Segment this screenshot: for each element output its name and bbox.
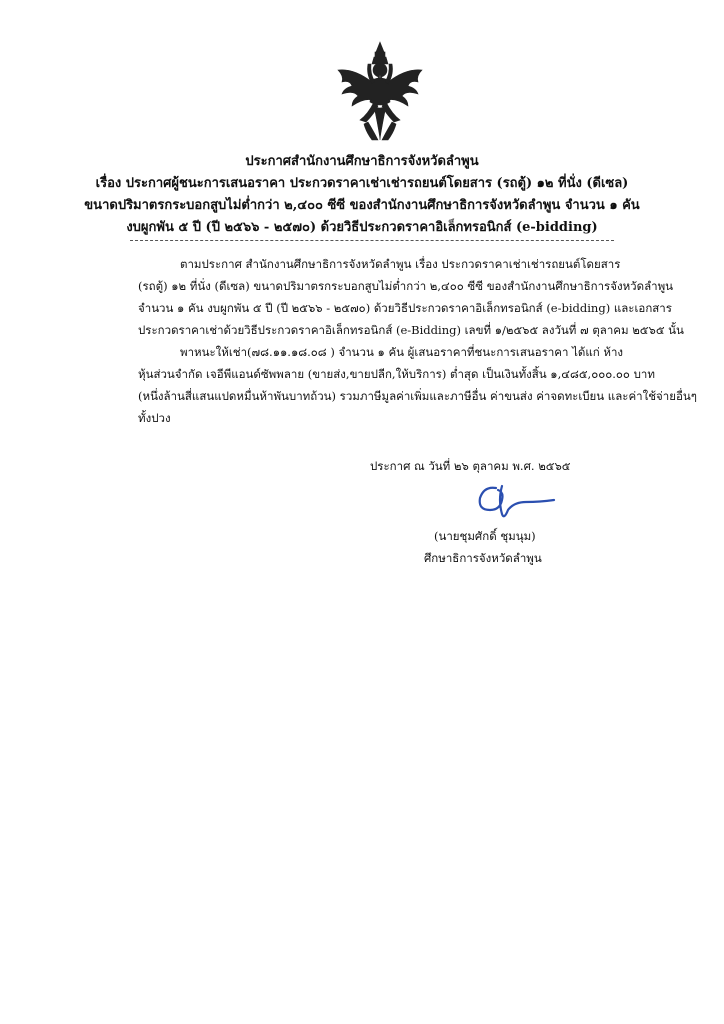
- signer-name: (นายชุมศักดิ์ ชุมนุม): [434, 529, 536, 543]
- announcement-title: ประกาศสำนักงานศึกษาธิการจังหวัดลำพูน: [245, 154, 479, 169]
- body-line: หุ้นส่วนจำกัด เจอีพีแอนด์ซัพพลาย (ขายส่ง,ขายปลีก,ให้บริการ) ต่ำสุด เป็นเงินทั้งสิ้น ๑,๔๘๕,๐๐๐.๐๐ บาท: [138, 367, 655, 381]
- garuda-emblem-icon: [330, 40, 430, 144]
- announcement-subject: เรื่อง ประกาศผู้ชนะการเสนอราคา ประกวดราคาเช่าเช่ารถยนต์โดยสาร (รถตู้) ๑๒ ที่นั่ง (ดีเซล): [95, 176, 629, 191]
- announcement-subject-cont-2: งบผูกพัน ๕ ปี (ปี ๒๕๖๖ - ๒๕๗๐) ด้วยวิธีประกวดราคาอิเล็กทรอนิกส์ (e-bidding): [126, 220, 598, 235]
- body-line: (หนึ่งล้านสี่แสนแปดหมื่นห้าพันบาทถ้วน) รวมภาษีมูลค่าเพิ่มและภาษีอื่น ค่าขนส่ง ค่าจดทะเบียน และค่าใช้จ่ายอื่นๆ: [138, 389, 697, 403]
- announcement-date: ประกาศ ณ วันที่ ๒๖ ตุลาคม พ.ศ. ๒๕๖๕: [370, 459, 571, 473]
- body-line: ประกวดราคาเช่าด้วยวิธีประกวดราคาอิเล็กทรอนิกส์ (e-Bidding) เลขที่ ๑/๒๕๖๕ ลงวันที่ ๗ ตุลาคม ๒๕๖๕ นั้น: [138, 323, 684, 337]
- body-line: พาหนะให้เช่า(๗๘.๑๑.๑๘.๐๘ ) จำนวน ๑ คัน ผู้เสนอราคาที่ชนะการเสนอราคา ได้แก่ ห้าง: [180, 345, 624, 359]
- header-divider: [130, 240, 614, 241]
- announcement-subject-cont-1: ขนาดปริมาตรกระบอกสูบไม่ต่ำกว่า ๒,๔๐๐ ซีซี ของสำนักงานศึกษาธิการจังหวัดลำพูน จำนวน ๑ คัน: [84, 198, 640, 213]
- signer-title: ศึกษาธิการจังหวัดลำพูน: [424, 551, 542, 565]
- body-line: ทั้งปวง: [138, 411, 171, 425]
- signature-icon: [468, 480, 558, 522]
- body-line: ตามประกาศ สำนักงานศึกษาธิการจังหวัดลำพูน เรื่อง ประกวดราคาเช่าเช่ารถยนต์โดยสาร: [180, 257, 621, 271]
- body-line: จำนวน ๑ คัน งบผูกพัน ๕ ปี (ปี ๒๕๖๖ - ๒๕๗๐) ด้วยวิธีประกวดราคาอิเล็กทรอนิกส์ (e-bidding) และเอกสาร: [138, 301, 672, 315]
- body-line: (รถตู้) ๑๒ ที่นั่ง (ดีเซล) ขนาดปริมาตรกระบอกสูบไม่ต่ำกว่า ๒,๔๐๐ ซีซี ของสำนักงานศึกษาธิการจังหวัดลำพูน: [138, 279, 674, 293]
